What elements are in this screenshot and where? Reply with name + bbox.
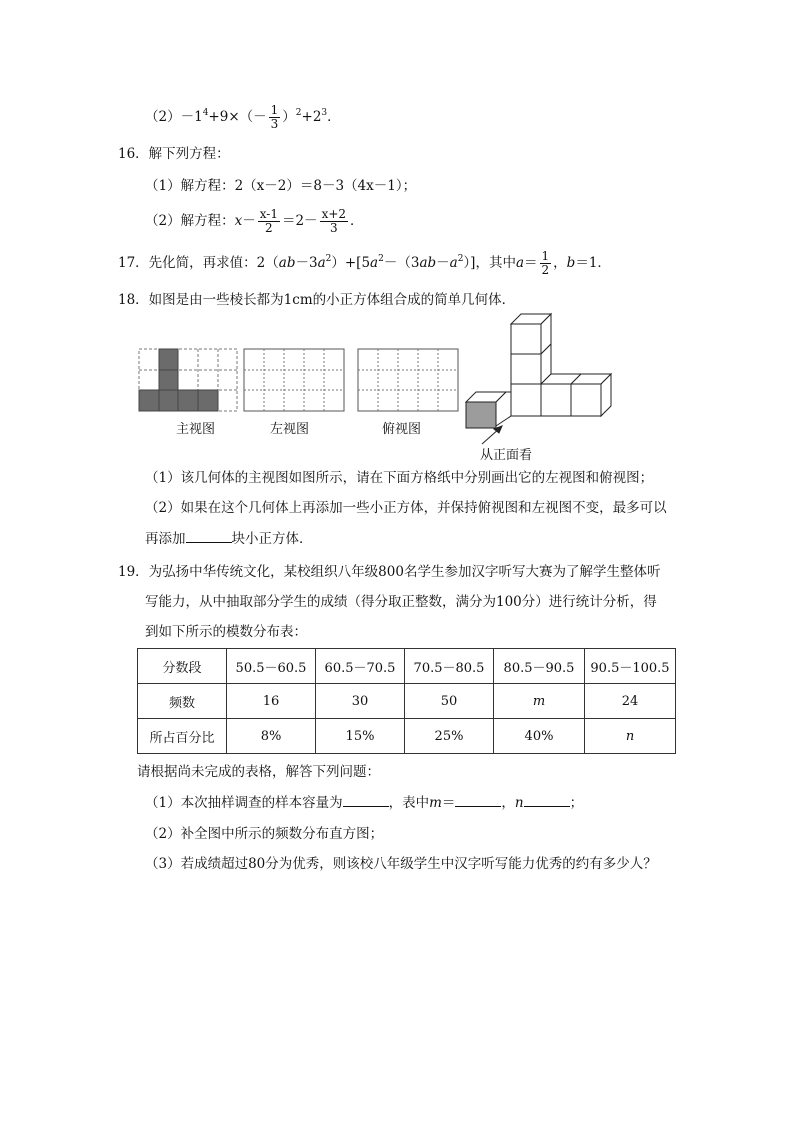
q17-line — [118, 250, 611, 277]
q15-fraction — [269, 104, 281, 131]
q18-part2-line1: （2）如果在这个几何体上再添加一些小正方体，并保持俯视图和左视图不变，最多可以 — [145, 500, 667, 516]
q18-figures — [130, 312, 620, 462]
q19-p1-end: ； — [569, 795, 584, 811]
q16-p2-end: ． — [350, 213, 364, 229]
table-cell: 50 — [405, 684, 494, 719]
table-cell: 80.5－90.5 — [494, 649, 585, 684]
q17-m4: － — [436, 255, 450, 271]
q17-m8: ＝1． — [575, 255, 611, 271]
table-cell: 70.5－80.5 — [405, 649, 494, 684]
table-cell: 频数 — [138, 684, 227, 719]
table-row — [138, 684, 676, 719]
left-view-caption: 左视图 — [270, 422, 310, 437]
q17-m1: －3 — [295, 255, 318, 271]
table-cell: m — [494, 684, 585, 719]
q17-b: b — [566, 255, 576, 271]
q15-term1: －1 — [180, 109, 203, 125]
q15-exp1: 4 — [202, 108, 209, 118]
table-cell: 60.5－70.5 — [316, 649, 405, 684]
q17-ab2: ab — [419, 255, 437, 271]
q19-instruction: 请根据尚未完成的表格，解答下列问题： — [137, 764, 380, 780]
q17-m7: ， — [553, 255, 567, 271]
q17-m5: ）]，其中 — [463, 255, 516, 271]
table-cell: 所占百分比 — [138, 719, 227, 754]
q19-p1-n: n — [514, 795, 524, 811]
q15-part2 — [145, 104, 341, 131]
q16-frac2-num: x+2 — [321, 207, 347, 221]
q18-part2-line2 — [145, 528, 313, 549]
q16-frac1-num: x-1 — [259, 207, 278, 221]
q15-end: ． — [327, 109, 341, 125]
q17-frac-den: 2 — [541, 263, 550, 277]
q15-exp3: 3 — [321, 108, 328, 118]
q15-label: （2） — [145, 109, 181, 125]
q17-m2: ）+[5 — [331, 255, 371, 271]
table-cell: 分数段 — [138, 649, 227, 684]
q15-term3: +2 — [301, 109, 322, 125]
q18-answer-blank[interactable] — [186, 528, 232, 543]
cube-solid — [466, 314, 611, 428]
left-view-grid — [244, 349, 344, 411]
q17-a4: a — [515, 255, 525, 271]
table-cell: 8% — [227, 719, 316, 754]
q18-p2b-post: 块小正方体． — [231, 531, 313, 547]
table-cell: 30 — [316, 684, 405, 719]
frequency-table — [137, 648, 676, 754]
q19-line1: 19．为弘扬中华传统文化，某校组织八年级800名学生参加汉字听写大赛为了解学生整体听 — [118, 564, 661, 580]
top-view-grid — [358, 349, 458, 411]
q15-term2: +9×（－ — [208, 109, 267, 125]
q16-frac1-den: 2 — [265, 221, 273, 235]
q17-m6: ＝ — [524, 255, 538, 271]
q17-pre: 17．先化简，再求值：2（ — [118, 255, 279, 271]
q19-p1-mid: ，表中 — [388, 795, 430, 811]
q16-p2-minus: － — [242, 213, 256, 229]
q15-exp2: 2 — [295, 108, 302, 118]
top-view-caption: 俯视图 — [382, 422, 422, 437]
q19-n-blank[interactable] — [524, 792, 570, 807]
q17-e1: 2 — [325, 254, 332, 264]
q17-frac — [540, 250, 552, 277]
table-cell: 24 — [585, 684, 676, 719]
q19-p1-m: m — [429, 795, 442, 811]
q18-part1: （1）该几何体的主视图如图所示，请在下面方格纸中分别画出它的左视图和俯视图； — [145, 470, 654, 486]
table-cell: 15% — [316, 719, 405, 754]
table-cell: 25% — [405, 719, 494, 754]
table-row — [138, 719, 676, 754]
q17-e3: 2 — [457, 254, 464, 264]
front-direction-caption: 从正面看 — [480, 448, 533, 463]
table-cell: 50.5－60.5 — [227, 649, 316, 684]
q17-m3: －（3 — [383, 255, 420, 271]
q16-frac2-den: 3 — [329, 221, 338, 235]
q18-p2b-pre: 再添加 — [145, 531, 186, 547]
q16-frac1 — [258, 208, 280, 235]
front-view-caption: 主视图 — [176, 422, 216, 437]
q19-line3: 到如下所示的模数分布表： — [145, 624, 307, 640]
q16-p2-x: x — [234, 213, 243, 229]
q16-title: 16．解下列方程： — [118, 146, 230, 162]
table-cell: 90.5－100.5 — [585, 649, 676, 684]
q16-p2-label: （2）解方程： — [145, 213, 235, 229]
q19-part3: （3）若成绩超过80分为优秀，则该校八年级学生中汉字听写能力优秀的约有多少人？ — [145, 856, 657, 872]
q19-part2: （2）补全图中所示的频数分布直方图； — [145, 826, 384, 842]
view-arrow — [482, 426, 502, 444]
q19-part1 — [145, 792, 583, 813]
table-row — [138, 649, 676, 684]
table-cell: 16 — [227, 684, 316, 719]
front-view-shaded — [139, 349, 218, 411]
q17-a2: a — [370, 255, 379, 271]
table-cell: n — [585, 719, 676, 754]
q19-m-blank[interactable] — [455, 792, 501, 807]
table-cell: 40% — [494, 719, 585, 754]
q17-e2: 2 — [378, 254, 384, 264]
q17-a3: a — [449, 255, 458, 271]
q15-frac-den: 3 — [270, 117, 279, 131]
q16-p2-eq: ＝2－ — [281, 213, 318, 229]
q15-frac-num: 1 — [270, 103, 279, 117]
q16-frac2 — [320, 208, 348, 235]
q17-a1: a — [317, 255, 326, 271]
q16-part2 — [145, 208, 364, 235]
q15-close: ） — [282, 109, 296, 125]
q19-p1-comma: ， — [501, 795, 515, 811]
q19-sample-blank[interactable] — [343, 792, 389, 807]
q19-p1-pre: （1）本次抽样调查的样本容量为 — [145, 795, 343, 811]
q18-title: 18．如图是由一些棱长都为1cm的小正方体组合成的简单几何体． — [118, 292, 516, 308]
q16-part1: （1）解方程：2（x－2）＝8－3（4x－1）； — [145, 178, 417, 194]
q17-ab1: ab — [278, 255, 296, 271]
q17-frac-num: 1 — [541, 249, 550, 263]
q19-p1-eq: ＝ — [441, 795, 456, 811]
q19-line2: 写能力，从中抽取部分学生的成绩（得分取正整数，满分为100分）进行统计分析，得 — [145, 594, 657, 610]
